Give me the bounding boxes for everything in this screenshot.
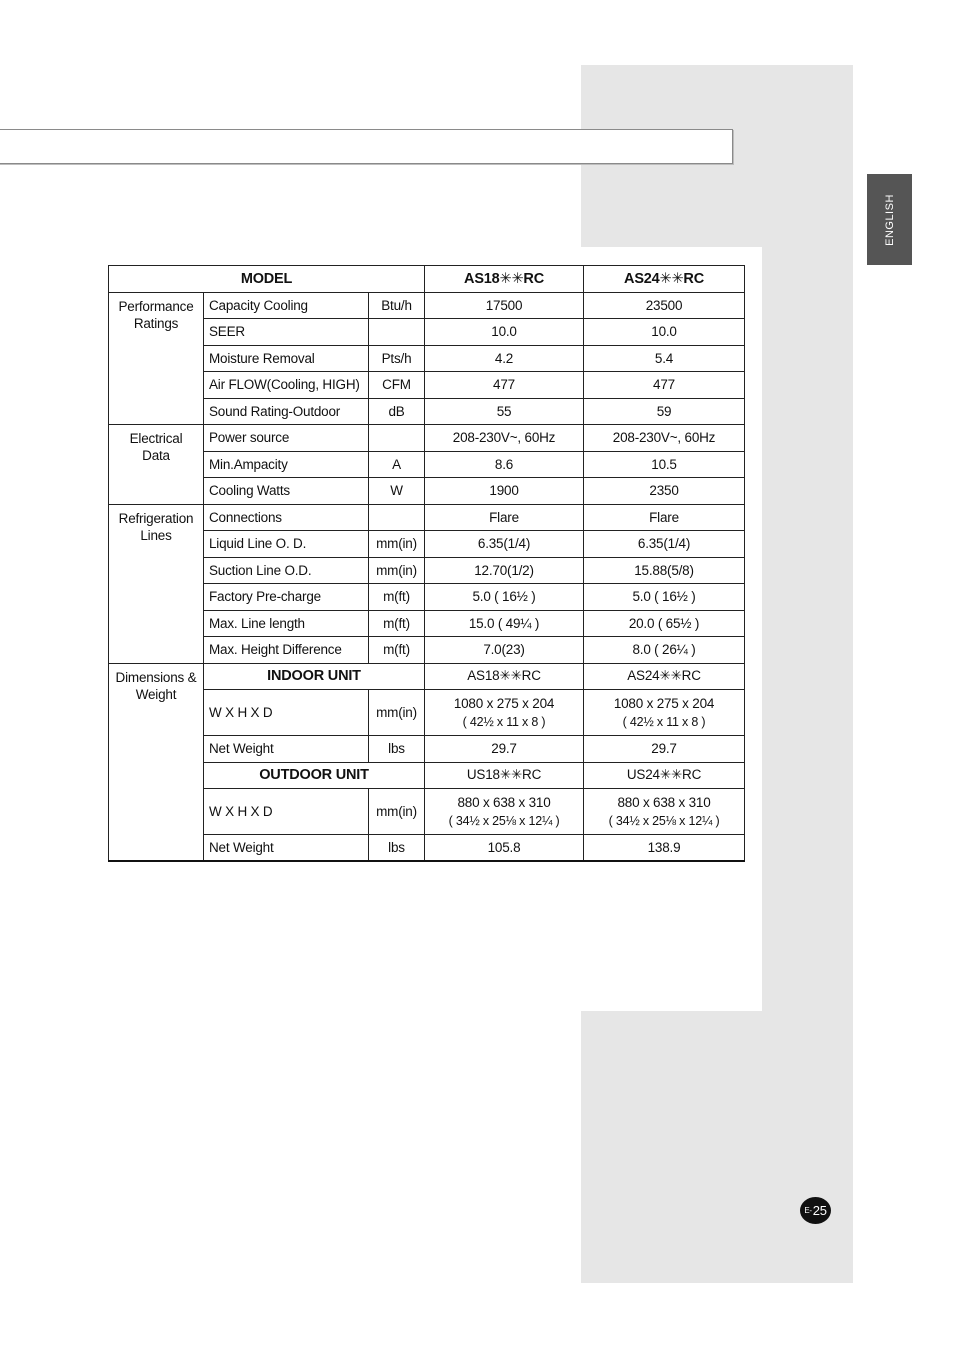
row-value-1: 5.0 ( 16½ ) xyxy=(425,584,584,611)
indoor-model-1: AS18✳✳RC xyxy=(425,663,584,690)
model-col-2: AS24✳✳RC xyxy=(584,266,745,293)
header-row xyxy=(109,266,745,293)
outdoor-dim-2 xyxy=(584,789,745,835)
row-value-1: 17500 xyxy=(425,292,584,319)
row-value-1: 4.2 xyxy=(425,345,584,372)
row-unit: m(ft) xyxy=(369,584,425,611)
row-unit: mm(in) xyxy=(369,789,425,835)
group-dimensions: Dimensions & Weight xyxy=(109,663,204,861)
row-item: Moisture Removal xyxy=(204,345,369,372)
title-bar xyxy=(0,129,733,164)
indoor-unit-label: INDOOR UNIT xyxy=(204,663,425,690)
dim-in: ( 34½ x 25⅛ x 12¼ ) xyxy=(448,813,560,828)
row-value-2: 10.5 xyxy=(584,451,745,478)
row-unit: W xyxy=(369,478,425,505)
row-unit: mm(in) xyxy=(369,690,425,736)
page-number-badge xyxy=(800,1197,831,1224)
language-label: ENGLISH xyxy=(883,193,896,246)
row-unit xyxy=(369,319,425,346)
table-row xyxy=(109,736,745,763)
row-value-1: 477 xyxy=(425,372,584,399)
row-item: SEER xyxy=(204,319,369,346)
row-value-1: 7.0(23) xyxy=(425,637,584,664)
dim-in: ( 34½ x 25⅛ x 12¼ ) xyxy=(608,813,720,828)
row-value-2: 23500 xyxy=(584,292,745,319)
outdoor-model-1: US18✳✳RC xyxy=(425,762,584,789)
row-value-2: 5.4 xyxy=(584,345,745,372)
row-unit: m(ft) xyxy=(369,637,425,664)
dim-mm: 880 x 638 x 310 xyxy=(617,794,711,810)
page-prefix: E- xyxy=(804,1206,812,1215)
table-row xyxy=(109,425,745,452)
row-item: Liquid Line O. D. xyxy=(204,531,369,558)
row-item: W X H X D xyxy=(204,690,369,736)
row-unit xyxy=(369,504,425,531)
row-value-1: 15.0 ( 49¼ ) xyxy=(425,610,584,637)
row-value-2: 5.0 ( 16½ ) xyxy=(584,584,745,611)
specifications-table xyxy=(108,265,745,862)
page-number: 25 xyxy=(812,1203,827,1218)
row-value-2: 8.0 ( 26¼ ) xyxy=(584,637,745,664)
row-value-2: 20.0 ( 65½ ) xyxy=(584,610,745,637)
row-item: Net Weight xyxy=(204,736,369,763)
table-row xyxy=(109,292,745,319)
row-value-2: 10.0 xyxy=(584,319,745,346)
row-value-2: 6.35(1/4) xyxy=(584,531,745,558)
row-value-1: 10.0 xyxy=(425,319,584,346)
table-row xyxy=(109,372,745,399)
dim-mm: 880 x 638 x 310 xyxy=(457,794,551,810)
dim-in: ( 42½ x 11 x 8 ) xyxy=(462,714,546,729)
row-item: Connections xyxy=(204,504,369,531)
table-row xyxy=(109,762,745,789)
row-value-2: 477 xyxy=(584,372,745,399)
row-value-2: Flare xyxy=(584,504,745,531)
row-unit: dB xyxy=(369,398,425,425)
row-value-2: 15.88(5/8) xyxy=(584,557,745,584)
row-value-2: 59 xyxy=(584,398,745,425)
row-unit: m(ft) xyxy=(369,610,425,637)
row-value-1: 12.70(1/2) xyxy=(425,557,584,584)
model-col-1: AS18✳✳RC xyxy=(425,266,584,293)
table-row xyxy=(109,478,745,505)
row-item: Max. Height Difference xyxy=(204,637,369,664)
row-unit: Btu/h xyxy=(369,292,425,319)
outdoor-model-2: US24✳✳RC xyxy=(584,762,745,789)
row-value-1: 1900 xyxy=(425,478,584,505)
row-unit: lbs xyxy=(369,835,425,862)
dim-mm: 1080 x 275 x 204 xyxy=(613,695,715,711)
row-value-2: 208-230V~, 60Hz xyxy=(584,425,745,452)
outdoor-dim-1 xyxy=(425,789,584,835)
indoor-model-2: AS24✳✳RC xyxy=(584,663,745,690)
row-value-1: 55 xyxy=(425,398,584,425)
indoor-weight-2: 29.7 xyxy=(584,736,745,763)
table-row xyxy=(109,835,745,862)
row-item: Factory Pre-charge xyxy=(204,584,369,611)
language-tab xyxy=(867,174,912,265)
outdoor-unit-label: OUTDOOR UNIT xyxy=(204,762,425,789)
row-unit: mm(in) xyxy=(369,531,425,558)
row-item: Capacity Cooling xyxy=(204,292,369,319)
row-value-1: 6.35(1/4) xyxy=(425,531,584,558)
outdoor-weight-1: 105.8 xyxy=(425,835,584,862)
indoor-weight-1: 29.7 xyxy=(425,736,584,763)
outdoor-weight-2: 138.9 xyxy=(584,835,745,862)
indoor-dim-1 xyxy=(425,690,584,736)
row-unit xyxy=(369,425,425,452)
table-row xyxy=(109,663,745,690)
row-unit: mm(in) xyxy=(369,557,425,584)
table-row xyxy=(109,504,745,531)
row-unit: CFM xyxy=(369,372,425,399)
row-value-1: 8.6 xyxy=(425,451,584,478)
table-row xyxy=(109,451,745,478)
row-item: Max. Line length xyxy=(204,610,369,637)
group-performance: Performance Ratings xyxy=(109,292,204,425)
table-row xyxy=(109,345,745,372)
group-refrigeration: Refrigeration Lines xyxy=(109,504,204,663)
row-unit: A xyxy=(369,451,425,478)
table-row xyxy=(109,398,745,425)
indoor-dim-2 xyxy=(584,690,745,736)
table-row xyxy=(109,557,745,584)
row-item: Cooling Watts xyxy=(204,478,369,505)
row-item: Suction Line O.D. xyxy=(204,557,369,584)
table-row xyxy=(109,637,745,664)
table-row xyxy=(109,789,745,835)
row-item: Power source xyxy=(204,425,369,452)
model-header: MODEL xyxy=(109,266,425,293)
dim-mm: 1080 x 275 x 204 xyxy=(453,695,555,711)
row-item: Air FLOW(Cooling, HIGH) xyxy=(204,372,369,399)
row-item: Sound Rating-Outdoor xyxy=(204,398,369,425)
dim-in: ( 42½ x 11 x 8 ) xyxy=(622,714,706,729)
table-row xyxy=(109,690,745,736)
row-item: Net Weight xyxy=(204,835,369,862)
row-unit: lbs xyxy=(369,736,425,763)
table-row xyxy=(109,610,745,637)
table-row xyxy=(109,584,745,611)
table-row xyxy=(109,531,745,558)
row-unit: Pts/h xyxy=(369,345,425,372)
row-value-2: 2350 xyxy=(584,478,745,505)
group-electrical: Electrical Data xyxy=(109,425,204,505)
row-value-1: Flare xyxy=(425,504,584,531)
table-row xyxy=(109,319,745,346)
row-value-1: 208-230V~, 60Hz xyxy=(425,425,584,452)
row-item: Min.Ampacity xyxy=(204,451,369,478)
row-item: W X H X D xyxy=(204,789,369,835)
